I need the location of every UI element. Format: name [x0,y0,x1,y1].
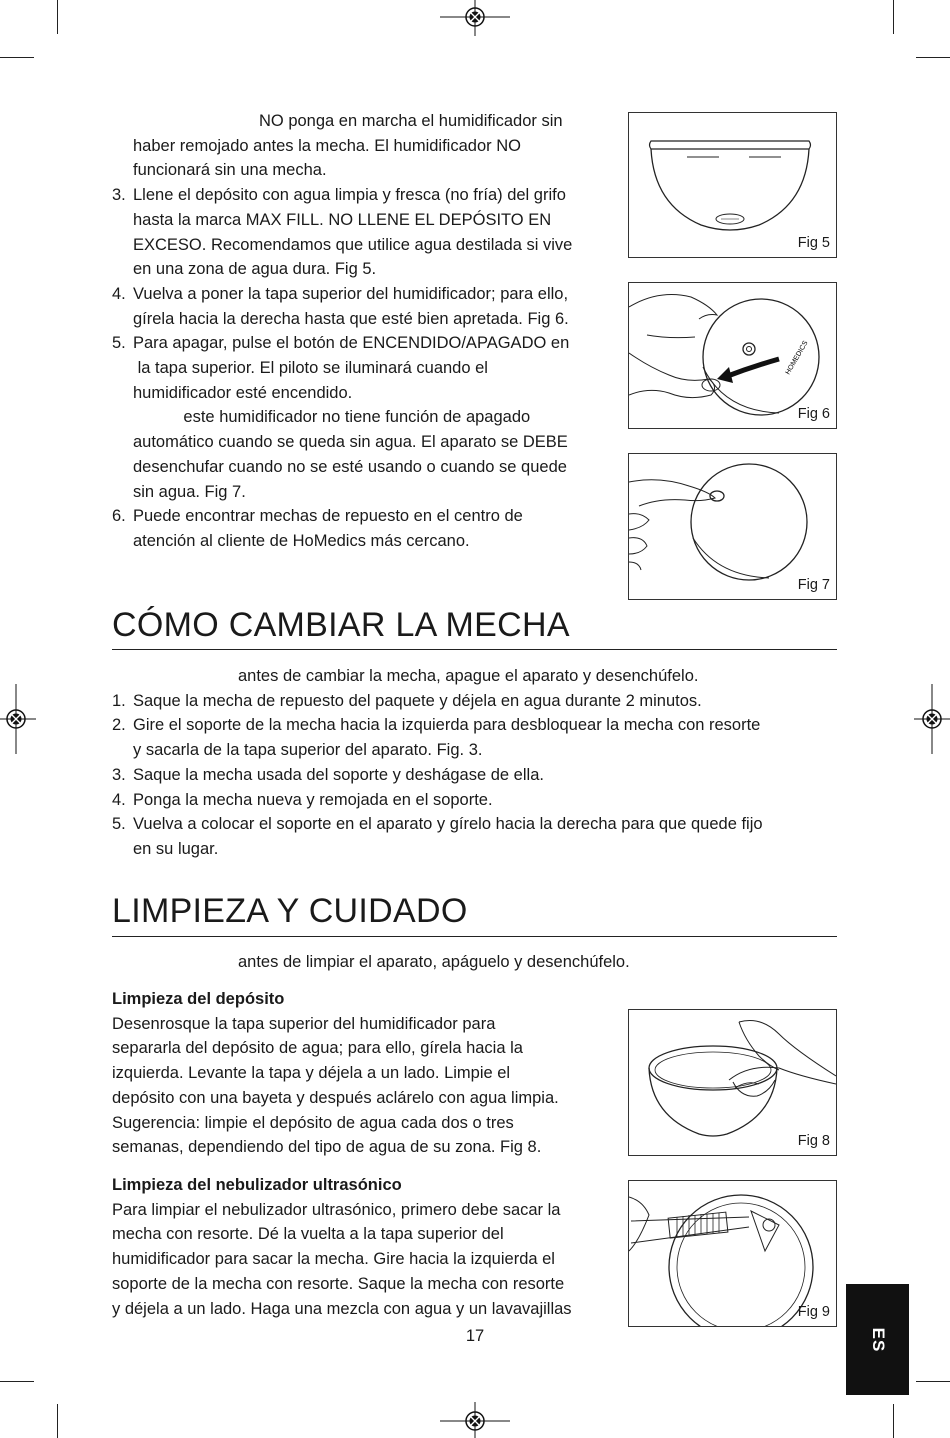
figure-8 [628,1009,837,1156]
registration-mark-icon [914,684,950,754]
figure-label: Fig 8 [797,1133,830,1149]
figure-label: Fig 6 [797,406,830,422]
device-logo: HOMEDICS [784,339,810,376]
crop-mark [57,0,58,34]
page-number: 17 [465,1327,485,1345]
warning-note: NO ponga en marcha el humidificador sin haber remojado antes la mecha. El humidificador NO funcionará sin una mecha. [133,112,563,180]
list-item: 1. Saque la mecha de repuesto del paquete y déjela en agua durante 2 minutos. [112,691,702,710]
figure-5 [628,112,837,258]
crop-mark [57,1404,58,1438]
section-title: CÓMO CAMBIAR LA MECHA [112,606,570,644]
section-title: LIMPIEZA Y CUIDADO [112,892,468,930]
list-item: 4. Ponga la mecha nueva y remojada en el soporte. [112,790,493,809]
registration-mark-icon [440,1402,510,1438]
crop-mark [893,0,894,34]
language-tab: ES [846,1284,909,1395]
list-item: 4. Vuelva a poner la tapa superior del humidificador; para ello, gírela hacia la derecha hasta que esté bien apretada. Fig 6. [112,284,569,328]
registration-mark-icon [440,0,510,36]
crop-mark [0,1381,34,1382]
crop-mark [0,57,34,58]
registration-mark-icon [0,684,36,754]
crop-mark [916,57,950,58]
top-instructions [112,109,622,554]
figure-label: Fig 9 [797,1304,830,1320]
figure-label: Fig 5 [797,235,830,251]
nebulizer-cleaning: Limpieza del nebulizador ultrasónico Para limpiar el nebulizador ultrasónico, primero debe sacar la mecha con resorte. Dé la vuelta a la tapa superior del humidificador para sacar la mecha. Gire hacia la izquierda el soporte de la mecha con resorte. Saque la mecha con resorte y déjela a un lado. Haga una mezcla con agua y un lavavajillas [112,1173,622,1321]
list-item: 5. Para apagar, pulse el botón de ENCENDIDO/APAGADO en la tapa superior. El piloto se iluminará cuando el humidificador esté encendido. este humidificador no tiene función de apagado automático cuando se queda sin agua. El aparato se DEBE desenchufar cuando no se esté usando o cuando se quede sin agua. Fig 7. [112,334,570,501]
list-item: 2. Gire el soporte de la mecha hacia la izquierda para desbloquear la mecha con resorte y sacarla de la tapa superior del aparato. Fig. 3. [112,716,761,760]
tank-cleaning: Limpieza del depósito Desenrosque la tapa superior del humidificador para separarla del depósito de agua; para ello, gírela hacia la izquierda. Levante la tapa y déjela a un lado. Limpie el depósito con una bayeta y después aclárelo con agua limpia. Sugerencia: limpie el depósito de agua cada dos o tres semanas, dependiendo del tipo de agua de su zona. Fig 8. [112,987,622,1160]
subsection-heading: Limpieza del nebulizador ultrasónico [112,1176,402,1194]
figure-6 [628,282,837,429]
figure-9 [628,1180,837,1327]
list-item: 3. Llene el depósito con agua limpia y fresca (no fría) del grifo hasta la marca MAX FILL. NO LLENE EL DEPÓSITO EN EXCESO. Recomendamos que utilice agua destilada si vive en una zona de agua dura. Fig 5. [112,186,573,279]
list-item: 5. Vuelva a colocar el soporte en el aparato y gírelo hacia la derecha para que quede fijo en su lugar. [112,815,763,858]
wick-change-instructions: antes de cambiar la mecha, apague el aparato y desenchúfelo. 1. Saque la mecha de repuesto del paquete y déjela en agua durante 2 minutos. 2. Gire el soporte de la mecha hacia la izquierda para desbloquear la mecha con resorte y sacarla de la tapa superior del aparato. Fig. 3. 3. Saque la mecha usada del soporte y deshágase de ella. 4. Ponga la mecha nueva y remojada en el soporte. 5. Vuelva a colocar el soporte en el aparato y gírelo hacia la derecha para que quede fijo en su lugar. [112,664,842,862]
crop-mark [916,1381,950,1382]
section-rule [112,649,837,650]
crop-mark [893,1404,894,1438]
cleaning-intro: antes de limpiar el aparato, apáguelo y desenchúfelo. [238,953,630,971]
figure-7 [628,453,837,600]
figure-label: Fig 7 [797,577,830,593]
section-rule [112,936,837,937]
list-item: 3. Saque la mecha usada del soporte y deshágase de ella. [112,765,544,784]
list-item: 6. Puede encontrar mechas de repuesto en el centro de atención al cliente de HoMedics más cercano. [112,507,523,550]
subsection-heading: Limpieza del depósito [112,990,285,1008]
